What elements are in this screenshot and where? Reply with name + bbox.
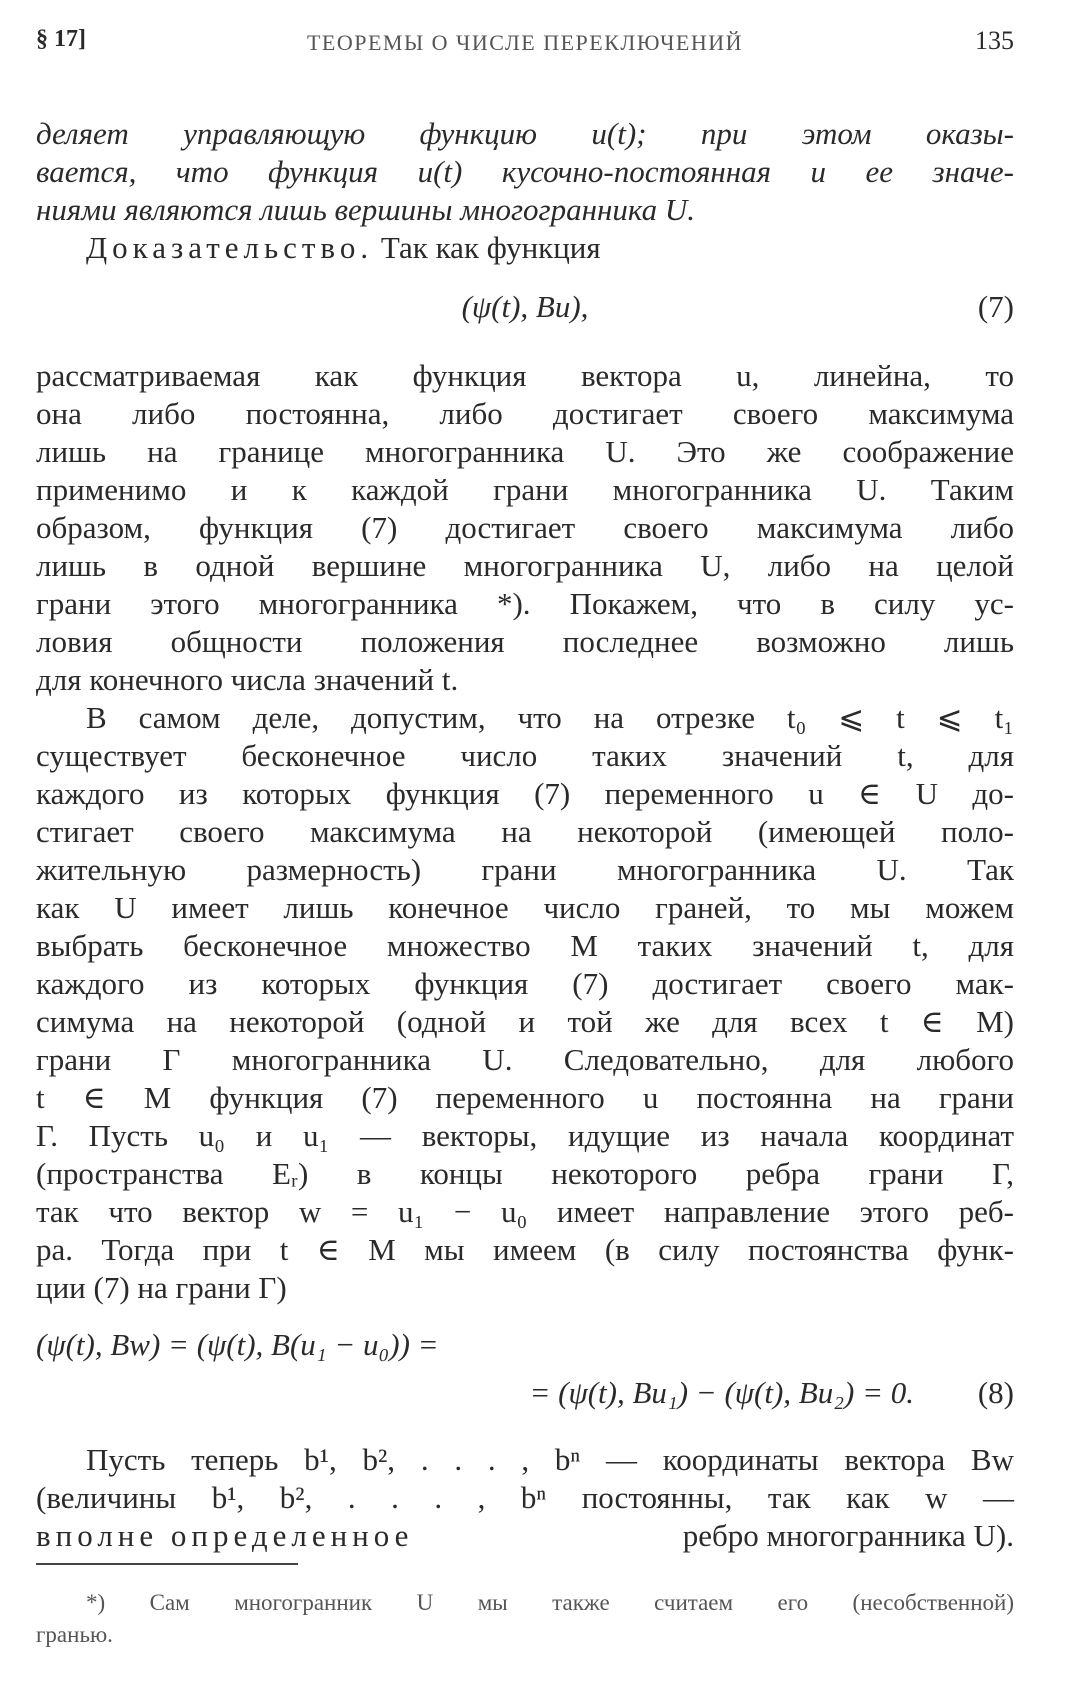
text-line: для конечного числа значений t. — [36, 662, 459, 697]
footnote-line: *) Сам многогранник U мы также считаем его (несобственной) — [86, 1590, 1014, 1615]
text-line: она либо постоянна, либо достигает своего максимума — [36, 396, 1014, 431]
proof-heading: Доказательство. — [86, 230, 374, 265]
running-title: ТЕОРЕМЫ О ЧИСЛЕ ПЕРЕКЛЮЧЕНИЙ — [306, 30, 743, 55]
proof-line — [86, 229, 1014, 267]
text-line: ра. Тогда при t ∈ M мы имеем (в силу постоянства функ- — [36, 1232, 1014, 1267]
text-line: каждого из которых функция (7) достигает своего мак- — [36, 966, 1014, 1001]
text-line: Так как функция — [380, 230, 601, 265]
text-line: стигает своего максимума на некоторой (имеющей поло- — [36, 814, 1014, 849]
equation-number: (7) — [977, 289, 1014, 324]
text-line: выбрать бесконечное множество M таких значений t, для — [36, 928, 1014, 963]
text-line: ребро многогранника U). — [682, 1518, 1014, 1553]
equation-7 — [36, 288, 1014, 326]
footnote-rule — [36, 1563, 298, 1565]
text-line: симума на некоторой (одной и той же для всех t ∈ M) — [36, 1004, 1014, 1039]
text-line: рассматриваемая как функция вектора u, линейна, то — [36, 358, 1014, 393]
equation-body: (ψ(t), Bu), — [461, 289, 589, 324]
equation-8-line-1: (ψ(t), Bw) = (ψ(t), B(u₁ − u₀)) = — [36, 1327, 439, 1362]
text-line: существует бесконечное число таких значений t, для — [36, 738, 1014, 773]
text-line: ловия общности положения последнее возможно лишь — [36, 624, 1014, 659]
text-line: t ∈ M функция (7) переменного u постоянна на грани — [36, 1080, 1014, 1115]
text-line: грани этого многогранника *). Покажем, что в силу ус- — [36, 586, 1014, 621]
text-line: жительную размерность) грани многогранника U. Так — [36, 852, 1014, 887]
text-line: В самом деле, допустим, что на отрезке t₀ ⩽ t ⩽ t₁ — [86, 700, 1014, 735]
running-header — [36, 26, 1014, 66]
text-line: образом, функция (7) достигает своего максимума либо — [36, 510, 1014, 545]
text-line: вается, что функция u(t) кусочно-постоянная и ее значе- — [36, 154, 1014, 189]
text-line: так что вектор w = u₁ − u₀ имеет направление этого реб- — [36, 1194, 1014, 1229]
text-line: Пусть теперь b¹, b², . . . , bⁿ — координаты вектора Bw — [86, 1442, 1014, 1477]
section-number: § 17] — [36, 26, 86, 52]
text-line: (величины b¹, b², . . . , bⁿ постоянны, так как w — — [36, 1480, 1014, 1515]
text-line: деляет управляющую функцию u(t); при этом оказы- — [36, 116, 1014, 151]
spaced-phrase: вполне определенное — [36, 1518, 414, 1553]
text-line: применимо и к каждой грани многогранника U. Таким — [36, 472, 1014, 507]
text-line: как U имеет лишь конечное число граней, то мы можем — [36, 890, 1014, 925]
equation-body: = (ψ(t), Bu₁) − (ψ(t), Bu₂) = 0. — [529, 1375, 914, 1410]
text-line: грани Γ многогранника U. Следовательно, для любого — [36, 1042, 1014, 1077]
text-line: лишь в одной вершине многогранника U, либо на целой — [36, 548, 1014, 583]
text-line: лишь на границе многогранника U. Это же соображение — [36, 434, 1014, 469]
text-line: ции (7) на грани Γ) — [36, 1270, 287, 1305]
text-line: (пространства Eᵣ) в концы некоторого ребра грани Γ, — [36, 1156, 1014, 1191]
text-line: каждого из которых функция (7) переменного u ∈ U до- — [36, 776, 1014, 811]
equation-number: (8) — [977, 1375, 1014, 1410]
text-line: Γ. Пусть u₀ и u₁ — векторы, идущие из начала координат — [36, 1118, 1014, 1153]
footnote-line: гранью. — [36, 1622, 113, 1647]
text-line: ниями являются лишь вершины многогранника U. — [36, 192, 696, 227]
text-line-split — [36, 1517, 1014, 1555]
page-number: 135 — [975, 26, 1014, 55]
